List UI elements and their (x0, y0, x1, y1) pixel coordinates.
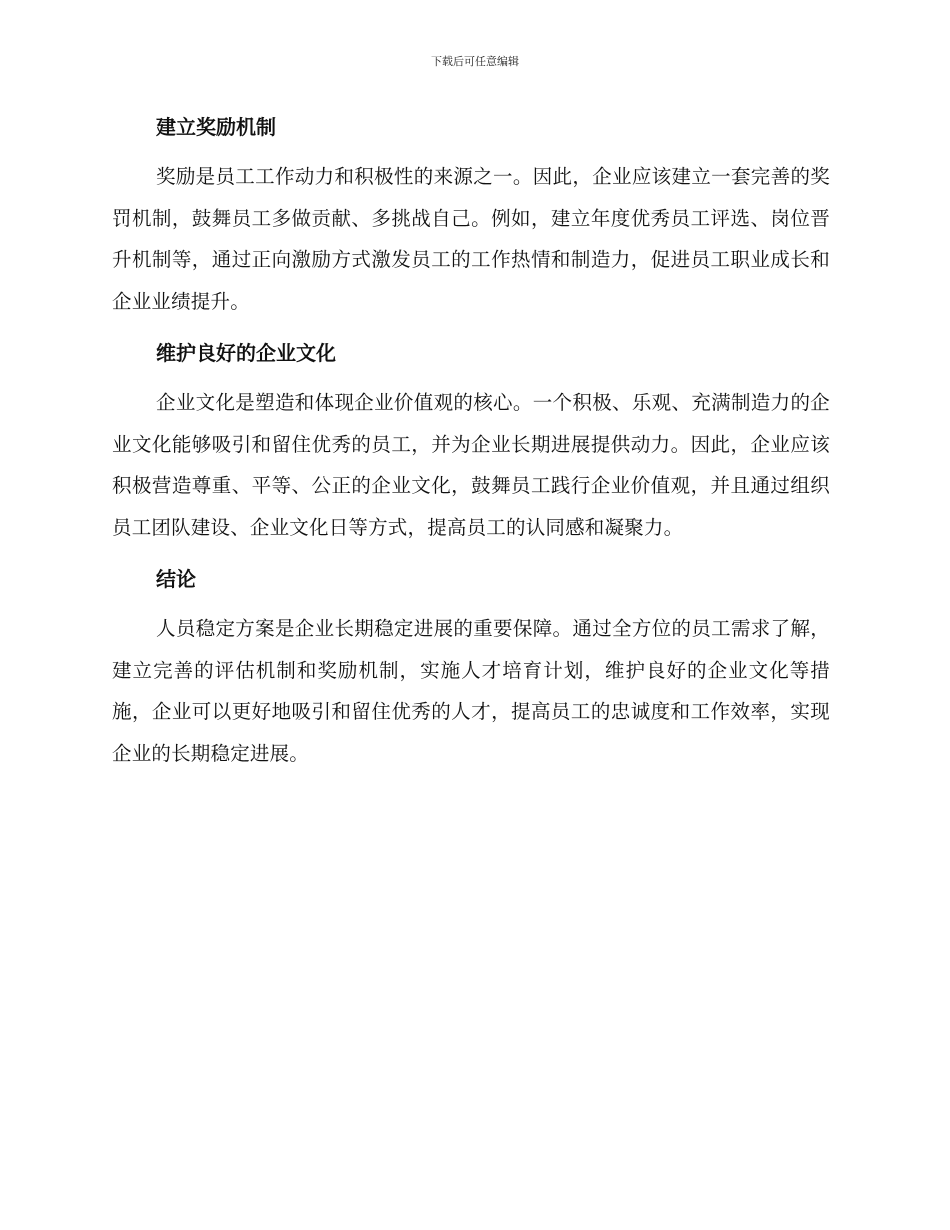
section-paragraph-reward-mechanism: 奖励是员工工作动力和积极性的来源之一。因此，企业应该建立一套完善的奖罚机制，鼓舞员工多做贡献、多挑战自己。例如，建立年度优秀员工评选、岗位晋升机制等，通过正向激励方式激发员工的工作热情和制造力，促进员工职业成长和企业业绩提升。 (112, 165, 830, 313)
section-paragraph-conclusion: 人员稳定方案是企业长期稳定进展的重要保障。通过全方位的员工需求了解，建立完善的评估机制和奖励机制，实施人才培育计划，维护良好的企业文化等措施，企业可以更好地吸引和留住优秀的人才，提高员工的忠诚度和工作效率，实现企业的长期稳定进展。 (112, 617, 830, 765)
section-paragraph-corporate-culture: 企业文化是塑造和体现企业价值观的核心。一个积极、乐观、充满制造力的企业文化能够吸引和留住优秀的员工，并为企业长期进展提供动力。因此，企业应该积极营造尊重、平等、公正的企业文化，鼓舞员工践行企业价值观，并且通过组织员工团队建设、企业文化日等方式，提高员工的认同感和凝聚力。 (112, 391, 830, 539)
document-body (112, 106, 830, 784)
section-heading-reward-mechanism: 建立奖励机制 (156, 115, 276, 139)
section-heading-corporate-culture: 维护良好的企业文化 (156, 341, 336, 365)
page-header-note: 下载后可任意编辑 (431, 55, 519, 68)
section-heading-conclusion: 结论 (156, 567, 196, 591)
